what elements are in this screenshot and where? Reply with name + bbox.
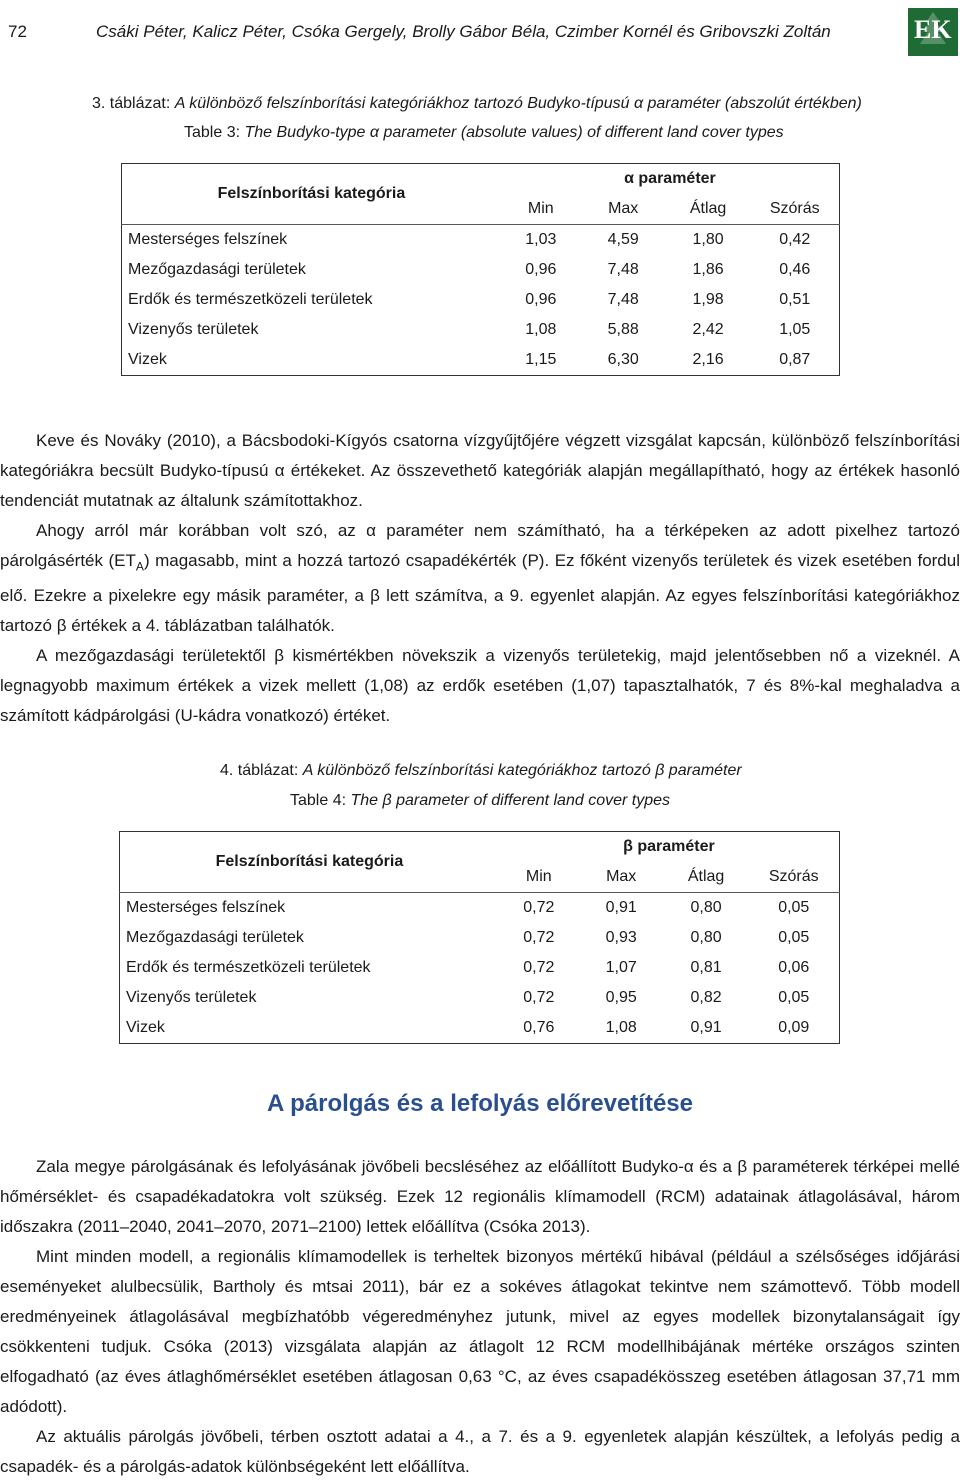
table4-caption-hu: 4. táblázat: A különböző felszínborítási kategóriákhoz tartozó β paraméter [220,762,742,779]
table3-header-min: Min [501,194,581,225]
table3-header-category: Felszínborítási kategória [122,164,501,225]
table3-header-sd: Szórás [751,194,840,225]
page-number: 72 [8,22,27,41]
paragraph: Zala megye párolgásának és lefolyásának jövőbeli becsléséhez az előállított Budyko-α és a β paraméterek térképei mellé hőmérséklet- és csapadékadatokra volt szükség. Ezek 12 regionális klímamodell (RCM) adatainak átlagolásával, három időszakra (2011–2040, 2041–2070, 2071–2100) lettek előállítva (Csóka 2013). [0,1157,960,1236]
table3 [121,163,840,376]
table4-header-min: Min [499,862,579,893]
table3-caption-en: Table 3: The Budyko-type α parameter (absolute values) of different land cover types [184,124,784,141]
section-title: A párolgás és a lefolyás előrevetítése [267,1090,693,1117]
paragraph: Az aktuális párolgás jövőbeli, térben osztott adatai a 4., a 7. és a 9. egyenletek alapján készültek, a lefolyás pedig a csapadék- és a párolgás-adatok különbségeként lett előállítva. [0,1427,960,1476]
table-row: Vizek 0,76 1,08 0,91 0,09 [126,1019,810,1036]
paragraph: A mezőgazdasági területektől β kismértékben növekszik a vizenyős területekig, majd jelentősebben nő a vizeknél. A legnagyobb maximum értékek a vizek mellett (1,08) az erdők esetében (1,07) tapasztalhatók, 7 és 8%-kal meghaladva a számított kádpárolgási (U-kádra vonatkozó) értéket. [0,646,960,726]
table3-header-max: Max [581,194,666,225]
table4-header-group: β paraméter [623,838,715,855]
table4-caption-en: Table 4: The β parameter of different land cover types [290,792,671,809]
body-text-1 [0,426,960,731]
table3-header-mean: Átlag [666,194,751,225]
table-row: Mezőgazdasági területek 0,96 7,48 1,86 0,46 [128,261,811,278]
table4-header-max: Max [579,862,664,893]
table-row: Vizenyős területek 0,72 0,95 0,82 0,05 [126,989,810,1006]
paragraph: Keve és Nováky (2010), a Bácsbodoki-Kígyós csatorna vízgyűjtőjére végzett vizsgálat kapcsán, különböző felszínborítási kategóriákra becsült Budyko-típusú α értékeket. Az összevethető kategóriák alapján megállapítható, hogy az értékek hasonló tendenciát mutatnak az általunk számítottakhoz. [0,431,960,510]
table-row: Mezőgazdasági területek 0,72 0,93 0,80 0,05 [126,929,810,946]
table4-header-sd: Szórás [749,862,840,893]
table-row: Erdők és természetközeli területek 0,96 7,48 1,98 0,51 [128,291,811,308]
body-text-2 [0,1152,960,1482]
svg-text:EK: EK [914,15,952,44]
page-header [0,15,960,64]
table3-caption-hu: 3. táblázat: A különböző felszínborítási kategóriákhoz tartozó Budyko-típusú α paraméter (abszolút értékben) [92,95,862,112]
table-row: Mesterséges felszínek 1,03 4,59 1,80 0,42 [128,231,811,248]
table-row: Vizek 1,15 6,30 2,16 0,87 [128,351,811,368]
table3-header-group: α paraméter [624,170,716,187]
journal-logo-icon [908,8,958,56]
running-authors: Csáki Péter, Kalicz Péter, Csóka Gergely, Brolly Gábor Béla, Czimber Kornél és Gribovszki Zoltán [96,22,831,41]
paragraph: Ahogy arról már korábban volt szó, az α paraméter nem számítható, ha a térképeken az adott pixelhez tartozó párolgásérték $(ET_A)$ magasabb, mint a hozzá tartozó csapadékérték (P). Ez főként vizenyős területek és vizek esetében fordul elő. Ezekre a pixelekre egy másik paraméter, a β lett számítva, a 9. egyenlet alapján. Az egyes felszínborítási kategóriákhoz tartozó β értékek a 4. táblázatban találhatók. [0,521,960,636]
table4-header-category: Felszínborítási kategória [120,832,499,893]
table-row: Mesterséges felszínek 0,72 0,91 0,80 0,05 [126,899,810,916]
table-row: Erdők és természetközeli területek 0,72 1,07 0,81 0,06 [126,959,810,976]
table4 [119,831,840,1044]
table4-header-mean: Átlag [664,862,749,893]
paragraph: Mint minden modell, a regionális klímamodellek is terheltek bizonyos mértékű hibával (például a szélsőséges időjárási eseményeket alulbecsülik, Bartholy és mtsai 2011), bár ez a sokéves átlagokat tekintve nem számottevő. Több modell eredményeinek átlagolásával megbízhatóbb végeredményhez jutunk, mivel az egyes modellek bizonytalanságait így csökkenteni tudjuk. Csóka (2013) vizsgálata alapján az átlagolt 12 RCM modellhibájának mértéke országos szinten elfogadható (az éves átlaghőmérséklet esetében átlagosan 0,63 °C, az éves csapadékösszeg esetében átlagosan 37,71 mm adódott). [0,1247,960,1416]
table-row: Vizenyős területek 1,08 5,88 2,42 1,05 [128,321,811,338]
